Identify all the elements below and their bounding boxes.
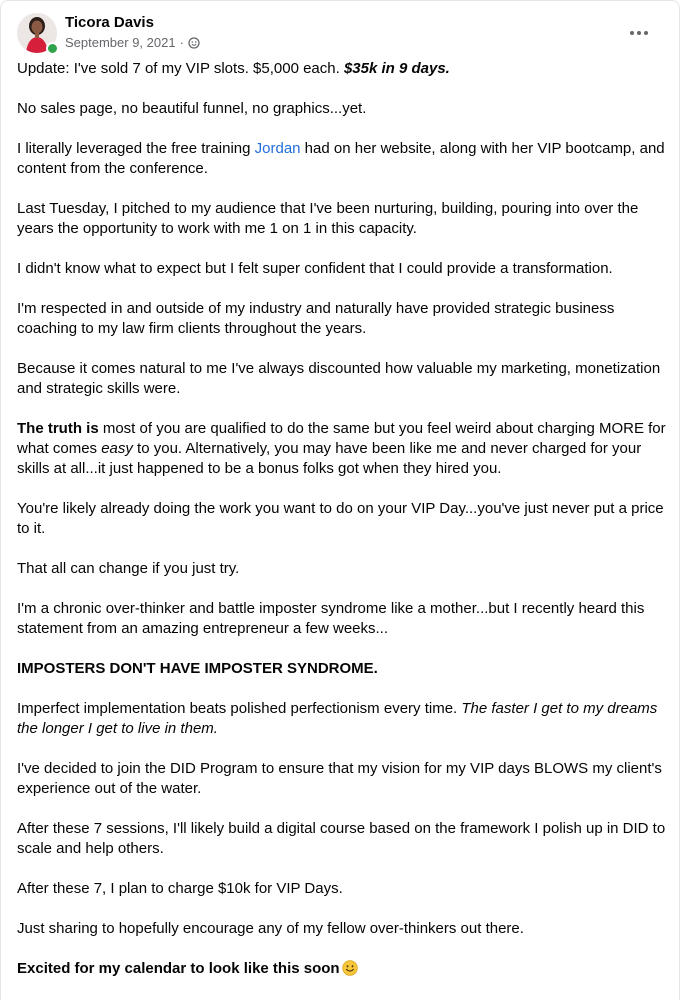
p3-text-b: had on her website, along with her VIP bootcamp, and content from the conference. (17, 140, 665, 177)
paragraph-17: Just sharing to hopefully encourage any of my fellow over-thinkers out there. (17, 920, 524, 937)
more-dot (644, 31, 648, 35)
paragraph-5: I didn't know what to expect but I felt super confident that I could provide a transformation. (17, 260, 613, 277)
p1-text: Update: I've sold 7 of my VIP slots. $5,000 each. (17, 60, 344, 77)
p13-text: Imperfect implementation beats polished perfectionism every time. (17, 700, 462, 717)
p8-text-b: to you. Alternatively, you may have been like me and never charged for your skills at all...it just happened to be a bonus folks got when they hired you. (17, 440, 642, 477)
paragraph-11: I'm a chronic over-thinker and battle imposter syndrome like a mother...but I recently heard this statement from an amazing entrepreneur a few weeks... (17, 600, 645, 637)
post-body (17, 59, 667, 999)
p1-emphasis: $35k in 9 days. (343, 60, 450, 77)
more-options-button[interactable] (621, 15, 657, 51)
p8-text-a: most of you are qualified to do the same but you feel weird about charging MORE for what comes (17, 420, 666, 457)
paragraph-3 (17, 139, 667, 179)
paragraph-6: I'm respected in and outside of my industry and naturally have provided strategic business coaching to my law firm clients throughout the years. (17, 300, 615, 337)
p8-italic: easy (101, 440, 133, 457)
paragraph-8 (17, 419, 667, 479)
paragraph-18 (17, 959, 667, 979)
p8-bold: The truth is (17, 420, 99, 437)
paragraph-16: After these 7, I plan to charge $10k for VIP Days. (17, 880, 343, 897)
more-horizontal-icon (630, 31, 634, 35)
paragraph-9: You're likely already doing the work you want to do on your VIP Day...you've just never put a price to it. (17, 500, 664, 537)
post-meta (65, 35, 200, 50)
paragraph-15: After these 7 sessions, I'll likely build a digital course based on the framework I polish up in DID to scale and help others. (17, 820, 666, 857)
more-dot (637, 31, 641, 35)
author-name[interactable]: Ticora Davis (65, 14, 154, 31)
online-status-icon (46, 42, 59, 55)
paragraph-14: I've decided to join the DID Program to ensure that my vision for my VIP days BLOWS my client's experience out of the water. (17, 760, 662, 797)
paragraph-1 (17, 59, 667, 79)
paragraph-7: Because it comes natural to me I've always discounted how valuable my marketing, monetization and strategic skills were. (17, 360, 661, 397)
paragraph-13 (17, 699, 667, 739)
mention-link[interactable]: Jordan (254, 140, 301, 157)
post-date[interactable]: September 9, 2021 (65, 35, 176, 50)
meta-separator: · (179, 35, 184, 50)
paragraph-2: No sales page, no beautiful funnel, no graphics...yet. (17, 100, 367, 117)
smiley-emoji-icon (342, 960, 358, 976)
paragraph-4: Last Tuesday, I pitched to my audience that I've been nurturing, building, pouring into over the years the opportunity to work with me 1 on 1 in this capacity. (17, 200, 639, 237)
post-header (17, 13, 657, 55)
globe-icon[interactable] (188, 37, 200, 49)
paragraph-12: IMPOSTERS DON'T HAVE IMPOSTER SYNDROME. (17, 660, 378, 677)
p13-italic: The faster I get to my dreams the longer I get to live in them. (17, 700, 658, 737)
paragraph-10: That all can change if you just try. (17, 560, 240, 577)
p3-text-a: I literally leveraged the free training (17, 140, 255, 157)
p18-text: Excited for my calendar to look like this soon (17, 960, 340, 977)
